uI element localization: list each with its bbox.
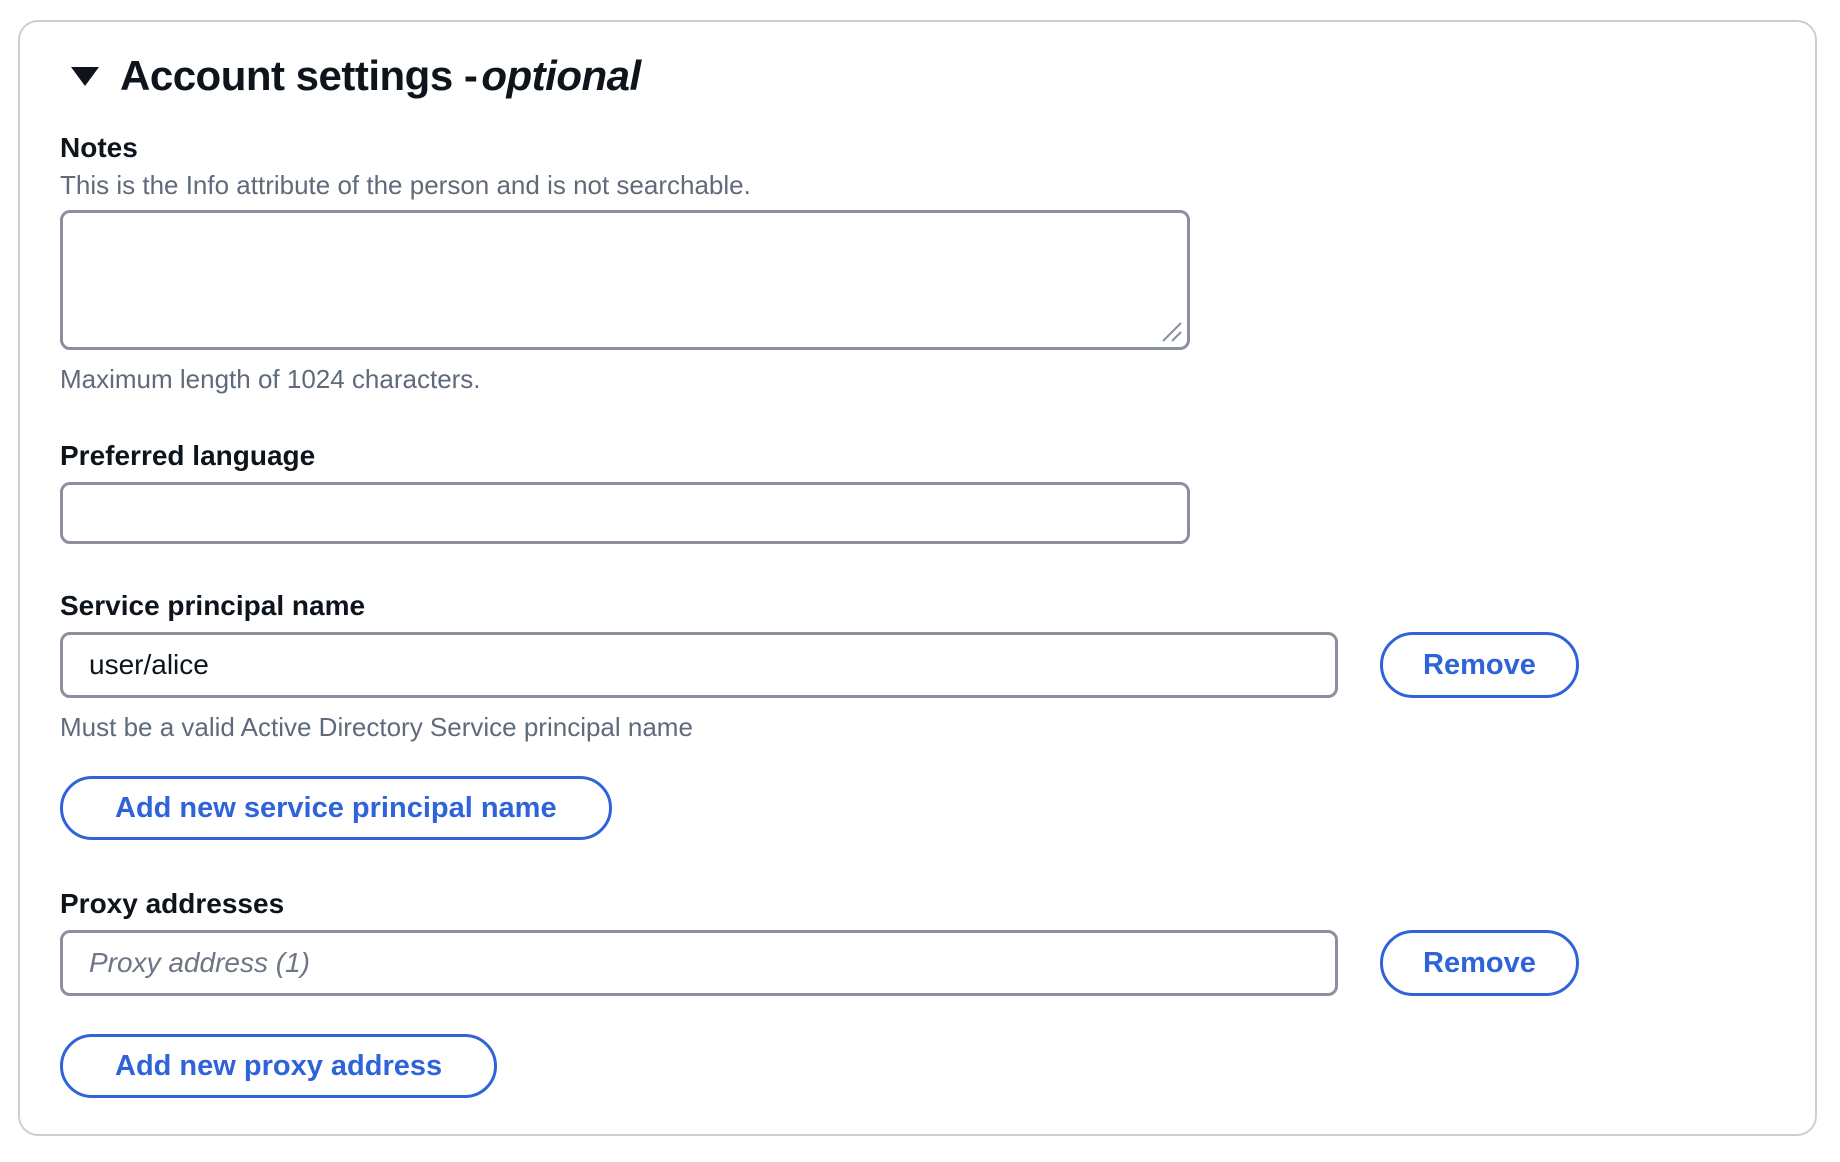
add-service-principal-button[interactable]: Add new service principal name bbox=[60, 776, 612, 840]
notes-label: Notes bbox=[60, 132, 138, 164]
notes-constraint: Maximum length of 1024 characters. bbox=[60, 364, 481, 395]
service-principal-field bbox=[60, 590, 1775, 742]
proxy-address-row bbox=[60, 930, 1775, 996]
preferred-language-input[interactable] bbox=[60, 482, 1190, 544]
notes-description: This is the Info attribute of the person and is not searchable. bbox=[60, 170, 751, 201]
remove-service-principal-button[interactable]: Remove bbox=[1380, 632, 1579, 698]
preferred-language-label: Preferred language bbox=[60, 440, 316, 472]
textarea-resize-handle-icon[interactable] bbox=[1161, 321, 1183, 343]
section-title bbox=[120, 52, 641, 100]
add-proxy-address-button[interactable]: Add new proxy address bbox=[60, 1034, 497, 1098]
notes-field bbox=[60, 132, 1775, 394]
service-principal-name-input[interactable] bbox=[60, 632, 1338, 698]
account-settings-panel bbox=[18, 20, 1817, 1136]
remove-proxy-address-button[interactable]: Remove bbox=[1380, 930, 1579, 996]
service-principal-constraint: Must be a valid Active Directory Service principal name bbox=[60, 712, 693, 743]
notes-textarea[interactable] bbox=[60, 210, 1190, 350]
section-optional-suffix: optional bbox=[481, 52, 641, 99]
proxy-address-input[interactable] bbox=[60, 930, 1338, 996]
proxy-addresses-field bbox=[60, 888, 1775, 996]
preferred-language-field bbox=[60, 440, 1775, 544]
section-title-text: Account settings - bbox=[120, 52, 478, 99]
proxy-addresses-label: Proxy addresses bbox=[60, 888, 285, 920]
service-principal-row bbox=[60, 632, 1775, 698]
notes-textarea-wrap bbox=[60, 210, 1190, 350]
caret-down-icon bbox=[70, 64, 100, 88]
section-expander-header[interactable] bbox=[70, 52, 1775, 100]
service-principal-name-label: Service principal name bbox=[60, 590, 366, 622]
